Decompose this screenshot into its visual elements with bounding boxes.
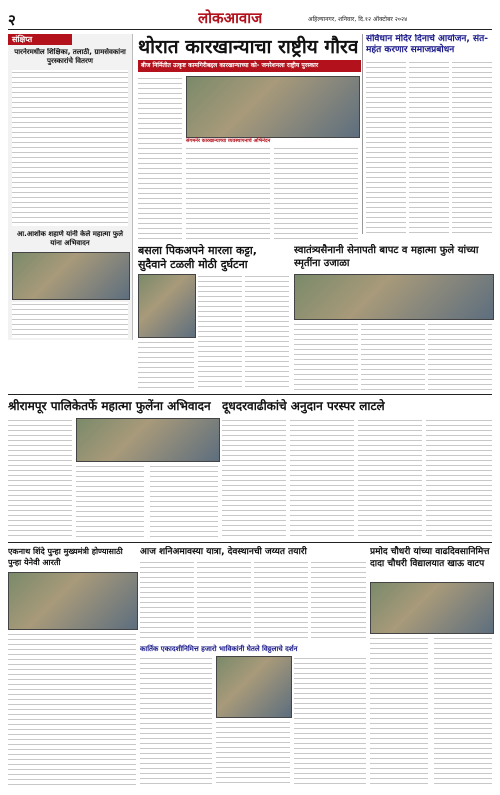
sankshipt-head1: पारनेरमधील शिक्षिका, तलाठी, ग्रामसेवकांना पुरस्कारांचे वितरण: [14, 48, 126, 65]
milk-col2: [290, 418, 354, 538]
divider: [362, 34, 363, 234]
lead-col1: [138, 76, 182, 242]
accident-photo: [138, 274, 196, 338]
milk-headline: दूधदरवाढीकांचे अनुदान परस्पर लाटले: [222, 399, 385, 413]
lead-caption: संगमनेर कारखान्याच्या व्यवस्थापनाचे अभिनंदन: [186, 138, 271, 144]
milk-col1: [222, 418, 286, 538]
masthead-dateline: अहिल्यानगर, शनिवार, दि.१२ ऑक्टोबर २०२४: [308, 16, 408, 23]
accident-headline: बसला पिकअपने मारला कट्टा, सुदैवाने टळली मोठी दुर्घटना: [138, 244, 257, 271]
shani-photo: [216, 656, 292, 718]
section-rule: [8, 394, 492, 395]
shrirampur-photo: [76, 418, 220, 462]
masthead: [8, 8, 492, 30]
right-top-col1: [366, 60, 406, 234]
freedom-col2: [361, 322, 425, 390]
sankshipt-label: संक्षिप्त: [8, 34, 72, 45]
lead-subhead: बीज निर्मितीत उत्कृष्ट कामगिरीबद्दल कारखान्याच्या को- जनरेशनला राष्ट्रीय पुरस्कार: [138, 60, 361, 72]
freedom-col1: [294, 322, 358, 390]
lead-headline: थोरात कारखान्याचा राष्ट्रीय गौरव: [138, 36, 358, 58]
freedom-headline: स्वातंत्र्यसैनानी सेनापती बापट व महात्मा फुले यांच्या स्मृतींना उजाळा: [294, 245, 479, 269]
freedom-col3: [428, 322, 492, 390]
shani-headline: आज शनिअमावस्या यात्रा, देवस्थानची जय्यत तयारी: [140, 547, 307, 557]
sankshipt-sidebar: [8, 34, 133, 340]
freedom-photo: [294, 274, 494, 320]
accident-col2: [245, 274, 289, 390]
shani-col7: [294, 656, 366, 787]
page-number: २: [8, 11, 16, 29]
pramod-col2: [434, 636, 492, 787]
eknath-text: [8, 632, 136, 787]
sankshipt-head2: आ.आशोक शहाणे यांनी केले महात्मा फुले यांना अभिवादन: [17, 230, 123, 247]
shrirampur-col1: [8, 418, 72, 538]
right-top-headline: संविधान मंदिर दिनाचे आयोजन, संत-महंत करणार समाजप्रबोधन: [366, 34, 488, 55]
shani-sub: कार्तिक एकादशीनिमित्त हजारो भाविकांनी घेतले विठ्ठलाचे दर्शन: [140, 645, 298, 653]
milk-col3: [358, 418, 422, 538]
shani-col2: [197, 560, 251, 640]
sankshipt-text1: [12, 70, 128, 226]
shani-col1: [140, 560, 194, 640]
lead-col3: [274, 146, 358, 242]
shrirampur-col2: [76, 464, 144, 538]
masthead-rule: [8, 29, 492, 30]
right-top-col2: [409, 60, 449, 234]
eknath-headline: एकनाथ शिंदे पुन्हा मुख्यमंत्री होण्यासाठी पुन्हा येनेवी आरती: [8, 547, 123, 567]
shrirampur-col3: [150, 464, 218, 538]
right-top-col3: [452, 60, 492, 234]
sankshipt-text2: [12, 302, 128, 338]
milk-col4: [426, 418, 492, 538]
eknath-photo: [8, 572, 138, 630]
shani-col6: [216, 720, 290, 787]
masthead-logo: लोकआवाज: [198, 9, 263, 27]
pramod-photo: [370, 582, 494, 634]
section-rule-2: [8, 542, 492, 543]
shani-col4: [311, 560, 366, 640]
pramod-col1: [370, 636, 428, 787]
accident-col3: [138, 340, 194, 390]
shrirampur-headline: श्रीरामपूर पालिकेतर्फे महात्मा फुलेंना अभिवादन: [8, 399, 211, 413]
lead-photo: [186, 76, 360, 138]
sankshipt-photo: [12, 252, 130, 300]
lead-col2: [186, 146, 270, 242]
accident-col1: [198, 274, 242, 390]
shani-col3: [254, 560, 308, 640]
pramod-headline: प्रमोद चौधरी यांच्या वाढदिवसानिमित्त दादा चौधरी विद्यालयात खाऊ वाटप: [370, 547, 490, 569]
shani-col5: [140, 656, 212, 787]
